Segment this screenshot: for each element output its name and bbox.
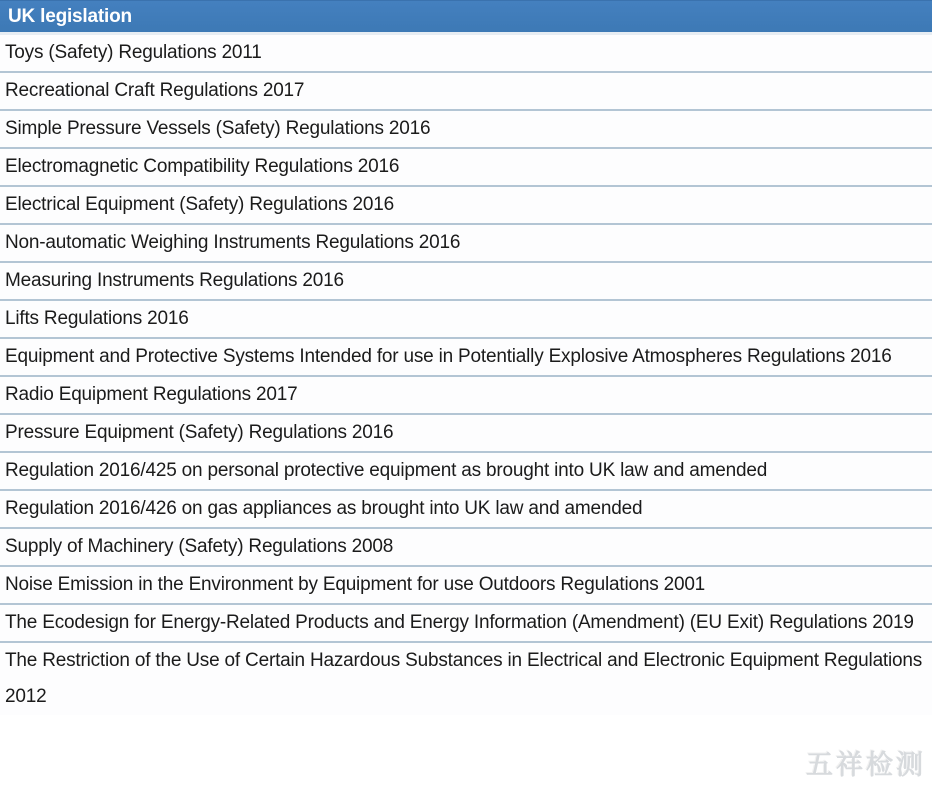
table-row [0,187,932,225]
table-row [0,567,932,605]
watermark-text: 五祥检测 [806,750,926,780]
row-text: Supply of Machinery (Safety) Regulations 2008 [5,536,394,557]
row-text: Simple Pressure Vessels (Safety) Regulations 2016 [5,118,431,139]
table-row [0,73,932,111]
table-row [0,643,932,715]
row-text: Noise Emission in the Environment by Equipment for use Outdoors Regulations 2001 [5,574,706,595]
row-text: Toys (Safety) Regulations 2011 [5,42,262,63]
table-row [0,415,932,453]
table-row [0,339,932,377]
row-text: The Ecodesign for Energy-Related Products and Energy Information (Amendment) (EU Exit) Regulations 2019 [5,612,914,633]
row-text: Recreational Craft Regulations 2017 [5,80,305,101]
table-header-title: UK legislation [8,5,132,27]
row-text: Lifts Regulations 2016 [5,308,189,329]
row-text: Pressure Equipment (Safety) Regulations 2016 [5,422,394,443]
table-row [0,491,932,529]
table-row [0,111,932,149]
row-text: Radio Equipment Regulations 2017 [5,384,298,405]
table-row [0,149,932,187]
row-text: Non-automatic Weighing Instruments Regulations 2016 [5,232,461,253]
table-row [0,453,932,491]
row-text: The Restriction of the Use of Certain Hazardous Substances in Electrical and Electronic Equipment Regulations 2012 [5,650,923,707]
table-row [0,529,932,567]
row-text: Electrical Equipment (Safety) Regulations 2016 [5,194,394,215]
table-row [0,263,932,301]
row-text: Regulation 2016/426 on gas appliances as brought into UK law and amended [5,498,643,519]
table-row [0,225,932,263]
table-header [0,0,932,35]
row-text: Equipment and Protective Systems Intended for use in Potentially Explosive Atmospheres Regulations 2016 [5,346,892,367]
table-row [0,35,932,73]
table-row [0,377,932,415]
row-text: Electromagnetic Compatibility Regulations 2016 [5,156,400,177]
watermark [806,743,926,782]
table-row [0,301,932,339]
table-row [0,605,932,643]
row-text: Measuring Instruments Regulations 2016 [5,270,344,291]
row-text: Regulation 2016/425 on personal protective equipment as brought into UK law and amended [5,460,768,481]
